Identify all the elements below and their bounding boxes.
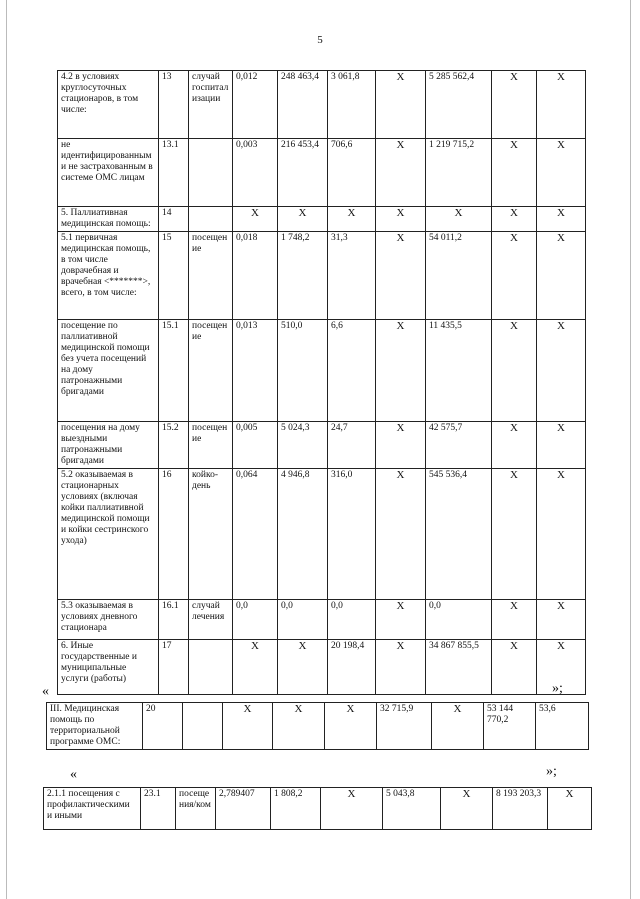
table-row <box>44 788 592 830</box>
table-cell: X <box>492 320 537 422</box>
table-cell: посещение по паллиативной медицинской помощи без учета посещений на дому патронажными бригадами <box>58 320 159 422</box>
table-row <box>58 207 586 232</box>
table-cell: 13 <box>159 71 189 139</box>
table-cell: X <box>376 139 426 207</box>
table-cell: 17 <box>159 640 189 695</box>
table-cell: X <box>376 600 426 640</box>
table-cell: 4 946,8 <box>278 469 328 600</box>
table-cell: 0,013 <box>233 320 278 422</box>
table-cell: 5.2 оказываемая в стационарных условиях (включая койки паллиативной медицинской помощи и койки сестринского ухода) <box>58 469 159 600</box>
quote-close: »; <box>546 764 557 779</box>
table-cell: X <box>537 207 586 232</box>
table-cell: 14 <box>159 207 189 232</box>
table-main <box>57 70 586 695</box>
table-cell: 2,789407 <box>216 788 271 830</box>
table-cell: X <box>537 600 586 640</box>
table-cell: X <box>325 703 377 750</box>
table-cell: X <box>492 469 537 600</box>
table-cell: X <box>273 703 325 750</box>
table-cell: X <box>376 640 426 695</box>
table-cell: 5.3 оказываемая в условиях дневного стационара <box>58 600 159 640</box>
table-cell: 16 <box>159 469 189 600</box>
table-row <box>47 703 589 750</box>
table-cell: X <box>492 232 537 320</box>
table-cell: 510,0 <box>278 320 328 422</box>
table-cell: 54 011,2 <box>426 232 492 320</box>
table-cell: X <box>537 320 586 422</box>
table-cell: 5 285 562,4 <box>426 71 492 139</box>
table-cell: X <box>492 600 537 640</box>
table-cell: X <box>233 640 278 695</box>
table-cell: X <box>492 422 537 469</box>
table-cell: 16.1 <box>159 600 189 640</box>
table-cell: X <box>492 207 537 232</box>
table-cell: 20 198,4 <box>328 640 376 695</box>
table-cell: X <box>492 139 537 207</box>
table-cell: X <box>376 232 426 320</box>
table-cell <box>189 640 233 695</box>
table-cell: 34 867 855,5 <box>426 640 492 695</box>
table-cell: X <box>548 788 592 830</box>
table-cell: посещения/ком <box>176 788 216 830</box>
table-cell: 1 219 715,2 <box>426 139 492 207</box>
table-cell: посещение <box>189 422 233 469</box>
table-cell: 0,018 <box>233 232 278 320</box>
table-cell: 20 <box>143 703 183 750</box>
table-cell: 4.2 в условиях круглосуточных стационаров, в том числе: <box>58 71 159 139</box>
table-cell: 316,0 <box>328 469 376 600</box>
table-cell: X <box>537 469 586 600</box>
table-row <box>58 640 586 695</box>
quote-open: « <box>70 767 77 782</box>
table-cell: X <box>537 139 586 207</box>
table-cell: X <box>233 207 278 232</box>
table-cell: III. Медицинская помощь по территориальной программе ОМС: <box>47 703 143 750</box>
table-cell: X <box>376 422 426 469</box>
table-cell: 32 715,9 <box>377 703 432 750</box>
table-cell: X <box>432 703 484 750</box>
table-cell: X <box>537 640 586 695</box>
table-cell <box>189 139 233 207</box>
table-row <box>58 139 586 207</box>
table-cell: 53,6 <box>536 703 589 750</box>
table-cell: 8 193 203,3 <box>493 788 548 830</box>
table-cell: 15.1 <box>159 320 189 422</box>
table-cell: X <box>426 207 492 232</box>
table-cell: 0,0 <box>426 600 492 640</box>
table-cell: посещения на дому выездными патронажными бригадами <box>58 422 159 469</box>
table-cell: 5 024,3 <box>278 422 328 469</box>
quote-close: »; <box>552 681 563 696</box>
table-cell: 15 <box>159 232 189 320</box>
page-edge-left <box>6 0 7 899</box>
table-cell: X <box>328 207 376 232</box>
table-row <box>58 320 586 422</box>
table-cell: случай лечения <box>189 600 233 640</box>
page-number: 5 <box>317 34 323 46</box>
table-cell: 248 463,4 <box>278 71 328 139</box>
table-cell <box>183 703 223 750</box>
table-cell: X <box>278 640 328 695</box>
table-cell: 0,005 <box>233 422 278 469</box>
table-cell: 53 144 770,2 <box>484 703 536 750</box>
table-row <box>58 71 586 139</box>
table-cell: X <box>537 71 586 139</box>
table-cell: X <box>441 788 493 830</box>
table-cell: X <box>376 469 426 600</box>
table-cell: X <box>537 232 586 320</box>
table-cell: 42 575,7 <box>426 422 492 469</box>
table-cell: X <box>492 71 537 139</box>
table-item-2-1-1 <box>43 787 592 830</box>
table-cell <box>189 207 233 232</box>
table-cell: посещение <box>189 320 233 422</box>
table-cell: X <box>376 207 426 232</box>
table-cell: 0,0 <box>278 600 328 640</box>
table-cell: 15.2 <box>159 422 189 469</box>
table-row <box>58 600 586 640</box>
table-cell: 31,3 <box>328 232 376 320</box>
table-cell: 3 061,8 <box>328 71 376 139</box>
table-cell: 24,7 <box>328 422 376 469</box>
page-edge-right <box>630 0 631 899</box>
table-cell: случай госпитализации <box>189 71 233 139</box>
table-cell: X <box>492 640 537 695</box>
table-cell: 13.1 <box>159 139 189 207</box>
table-cell: 1 748,2 <box>278 232 328 320</box>
table-cell: 545 536,4 <box>426 469 492 600</box>
table-cell: не идентифицированным и не застрахованным в системе ОМС лицам <box>58 139 159 207</box>
quote-open: « <box>42 684 49 699</box>
table-cell: 0,012 <box>233 71 278 139</box>
table-cell: 216 453,4 <box>278 139 328 207</box>
table-cell: 1 808,2 <box>271 788 321 830</box>
table-cell: посещение <box>189 232 233 320</box>
table-row <box>58 469 586 600</box>
table-cell: X <box>537 422 586 469</box>
table-section-iii <box>46 702 589 750</box>
table-cell: 6. Иные государственные и муниципальные услуги (работы) <box>58 640 159 695</box>
table-cell: 5. Паллиативная медицинская помощь: <box>58 207 159 232</box>
table-row <box>58 232 586 320</box>
table-cell: койко-день <box>189 469 233 600</box>
table-cell: 0,0 <box>328 600 376 640</box>
table-cell: 2.1.1 посещения с профилактическими и иными <box>44 788 141 830</box>
table-cell: 5.1 первичная медицинская помощь, в том числе доврачебная и врачебная <*******>, всего, в том числе: <box>58 232 159 320</box>
table-cell: X <box>223 703 273 750</box>
table-cell: 0,0 <box>233 600 278 640</box>
table-cell: X <box>321 788 383 830</box>
table-cell: X <box>376 71 426 139</box>
table-cell: 0,003 <box>233 139 278 207</box>
table-cell: 706,6 <box>328 139 376 207</box>
table-cell: 0,064 <box>233 469 278 600</box>
table-cell: 6,6 <box>328 320 376 422</box>
table-cell: 11 435,5 <box>426 320 492 422</box>
table-cell: 5 043,8 <box>383 788 441 830</box>
table-cell: X <box>376 320 426 422</box>
table-cell: X <box>278 207 328 232</box>
table-row <box>58 422 586 469</box>
table-cell: 23.1 <box>141 788 176 830</box>
